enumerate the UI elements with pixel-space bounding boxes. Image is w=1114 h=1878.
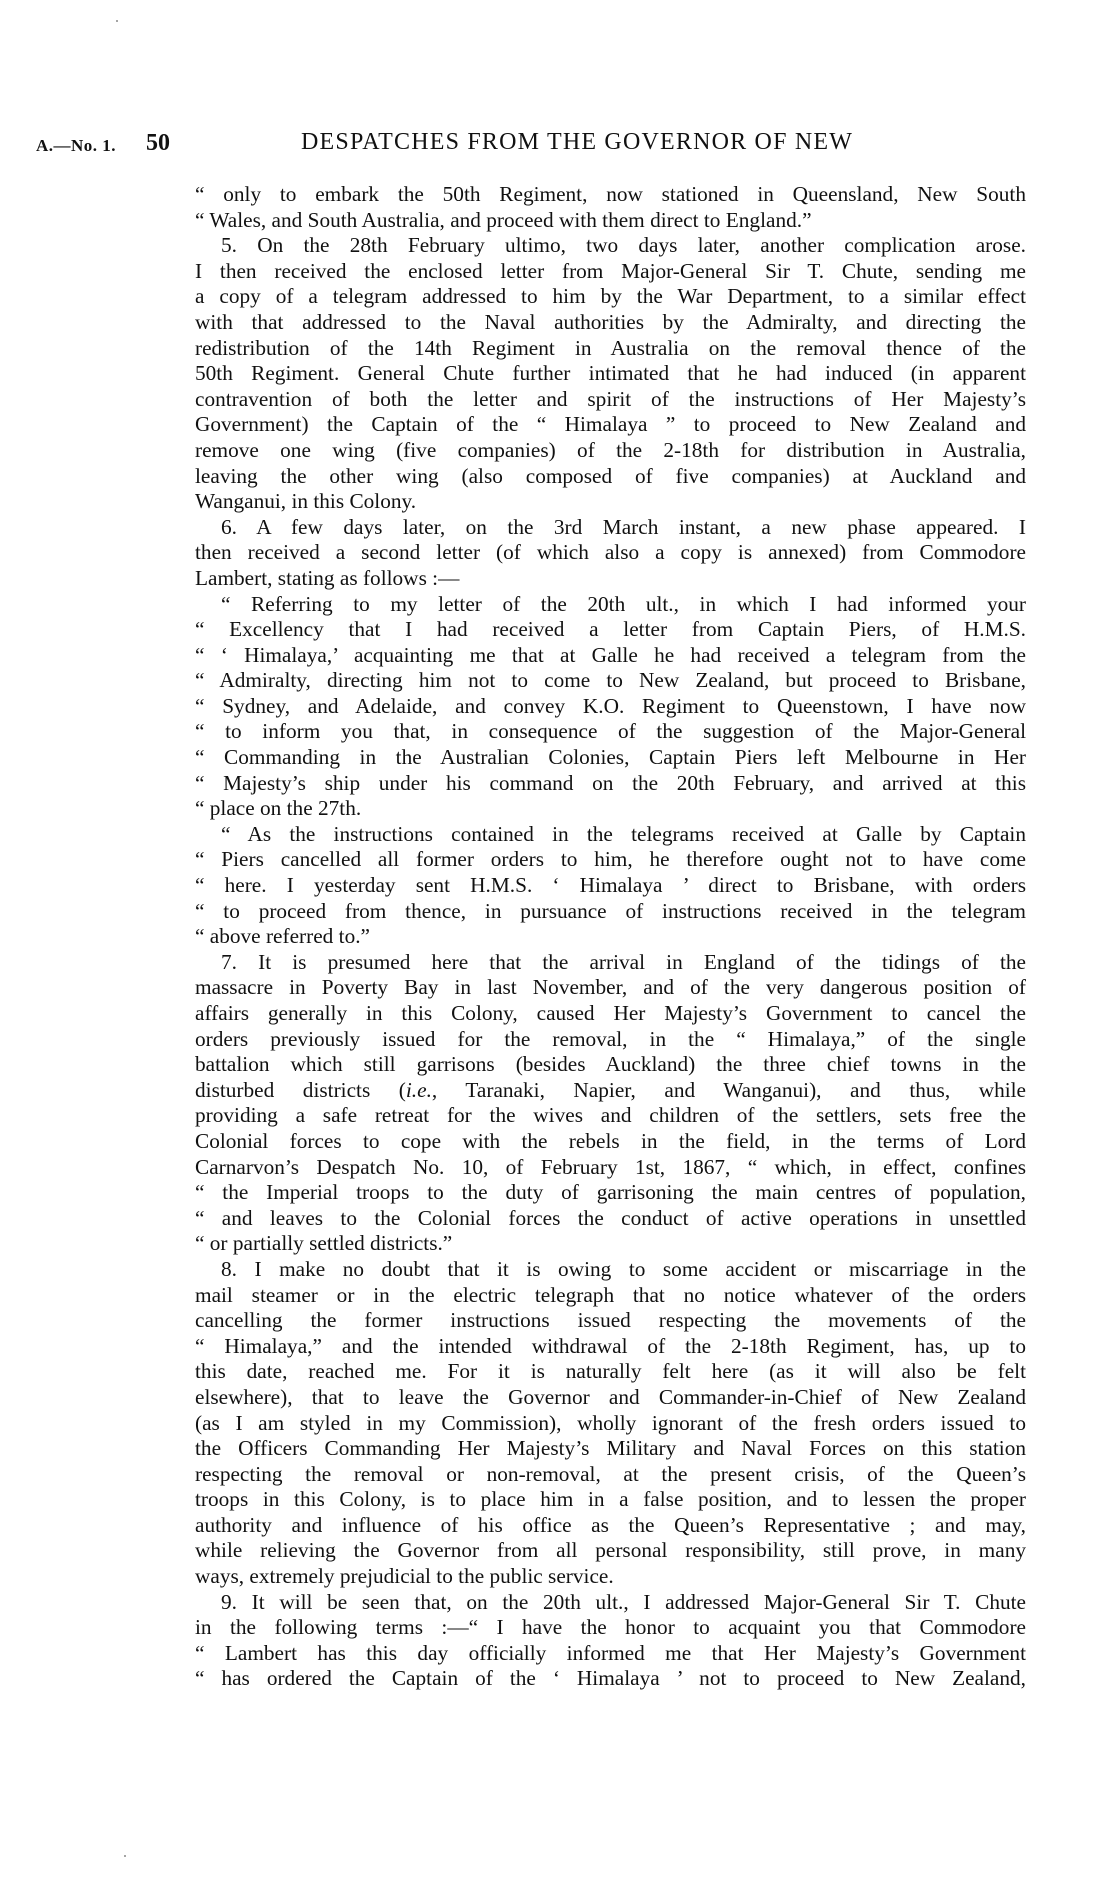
text-line: (as I am styled in my Commission), wholly ignorant of the fresh orders issued to	[195, 1410, 1026, 1435]
text-line: “ to inform you that, in consequence of the suggestion of the Major-General	[195, 719, 1026, 744]
text-line: I then received the enclosed letter from Major-General Sir T. Chute, sending me	[195, 258, 1026, 283]
text-line: cancelling the former instructions issued respecting the movements of the	[195, 1308, 1026, 1333]
text-line: “ ‘ Himalaya,’ acquainting me that at Galle he had received a telegram from the	[195, 642, 1026, 667]
text-line: “ Excellency that I had received a letter from Captain Piers, of H.M.S.	[195, 617, 1026, 642]
text-line: mail steamer or in the electric telegraph that no notice whatever of the orders	[195, 1282, 1026, 1307]
text-line: 7. It is presumed here that the arrival in England of the tidings of the	[221, 949, 1026, 974]
text-line: “ Lambert has this day officially informed me that Her Majesty’s Government	[195, 1640, 1026, 1665]
text-line: 6. A few days later, on the 3rd March instant, a new phase appeared. I	[221, 514, 1026, 539]
text-line: redistribution of the 14th Regiment in Australia on the removal thence of the	[195, 335, 1026, 360]
text-line: battalion which still garrisons (besides Auckland) the three chief towns in the	[195, 1052, 1026, 1077]
text-line: remove one wing (five companies) of the 2-18th for distribution in Australia,	[195, 437, 1026, 462]
text-line: Government) the Captain of the “ Himalaya ” to proceed to New Zealand and	[195, 412, 1026, 437]
text-line: contravention of both the letter and spirit of the instructions of Her Majesty’s	[195, 386, 1026, 411]
text-line: “ Commanding in the Australian Colonies, Captain Piers left Melbourne in Her	[195, 745, 1026, 770]
text-line: with that addressed to the Naval authorities by the Admiralty, and directing the	[195, 309, 1026, 334]
text-line: disturbed districts (i.e., Taranaki, Napier, and Wanganui), and thus, while	[195, 1077, 1027, 1102]
body-text	[195, 182, 1026, 1692]
running-header	[36, 128, 1036, 158]
text-line: “ here. I yesterday sent H.M.S. ‘ Himalaya ’ direct to Brisbane, with orders	[195, 873, 1026, 898]
text-line: leaving the other wing (also composed of five companies) at Auckland and	[195, 463, 1026, 488]
text-line: Lambert, stating as follows :—	[195, 565, 460, 590]
text-line: 8. I make no doubt that it is owing to some accident or miscarriage in the	[221, 1256, 1026, 1281]
text-line: providing a safe retreat for the wives and children of the settlers, sets free the	[195, 1103, 1026, 1128]
text-line: “ Piers cancelled all former orders to him, he therefore ought not to have come	[195, 847, 1026, 872]
text-line: “ the Imperial troops to the duty of garrisoning the main centres of population,	[195, 1180, 1026, 1205]
text-line: “ Admiralty, directing him not to come to New Zealand, but proceed to Brisbane,	[195, 668, 1026, 693]
text-line: “ Himalaya,” and the intended withdrawal of the 2-18th Regiment, has, up to	[195, 1333, 1026, 1358]
text-line: 50th Regiment. General Chute further intimated that he had induced (in apparent	[195, 361, 1026, 386]
text-line: “ Majesty’s ship under his command on the 20th February, and arrived at this	[195, 770, 1026, 795]
text-line: “ Sydney, and Adelaide, and convey K.O. Regiment to Queenstown, I have now	[195, 693, 1026, 718]
text-line: Wanganui, in this Colony.	[195, 489, 417, 514]
text-line: “ has ordered the Captain of the ‘ Himalaya ’ not to proceed to New Zealand,	[195, 1666, 1026, 1691]
text-line: Colonial forces to cope with the rebels in the field, in the terms of Lord	[195, 1128, 1026, 1153]
text-line: respecting the removal or non-removal, at the present crisis, of the Queen’s	[195, 1461, 1026, 1486]
text-line: Carnarvon’s Despatch No. 10, of February 1st, 1867, “ which, in effect, confines	[195, 1154, 1026, 1179]
text-line: “ above referred to.”	[195, 924, 370, 949]
text-line: “ only to embark the 50th Regiment, now stationed in Queensland, New South	[195, 182, 1026, 206]
text-line: ways, extremely prejudicial to the public service.	[195, 1564, 614, 1589]
text-line: “ Wales, and South Australia, and proceed with them direct to England.”	[195, 207, 812, 232]
text-line: authority and influence of his office as the Queen’s Representative ; and may,	[195, 1512, 1026, 1537]
scan-speck	[116, 20, 118, 22]
text-line: troops in this Colony, is to place him in a false position, and to lessen the proper	[195, 1487, 1026, 1512]
scan-speck	[124, 1855, 126, 1857]
text-line: 9. It will be seen that, on the 20th ult., I addressed Major-General Sir T. Chute	[221, 1589, 1026, 1614]
text-line: then received a second letter (of which also a copy is annexed) from Commodore	[195, 540, 1026, 565]
text-line: “ to proceed from thence, in pursuance of instructions received in the telegram	[195, 898, 1026, 923]
text-line: while relieving the Governor from all personal responsibility, still prove, in many	[195, 1538, 1026, 1563]
text-line: orders previously issued for the removal, in the “ Himalaya,” of the single	[195, 1026, 1026, 1051]
text-line: “ Referring to my letter of the 20th ult., in which I had informed your	[221, 591, 1026, 616]
text-line: “ and leaves to the Colonial forces the conduct of active operations in unsettled	[195, 1205, 1026, 1230]
page-title: DESPATCHES FROM THE GOVERNOR OF NEW	[301, 129, 854, 155]
text-line: “ As the instructions contained in the telegrams received at Galle by Captain	[221, 821, 1026, 846]
text-line: elsewhere), that to leave the Governor and Commander-in-Chief of New Zealand	[195, 1384, 1026, 1409]
text-line: “ or partially settled districts.”	[195, 1231, 453, 1256]
document-reference: A.—No. 1.	[36, 136, 117, 155]
text-line: in the following terms :—“ I have the honor to acquaint you that Commodore	[195, 1615, 1026, 1640]
text-line: a copy of a telegram addressed to him by the War Department, to a similar effect	[195, 284, 1026, 309]
text-line: this date, reached me. For it is naturally felt here (as it will also be felt	[195, 1359, 1026, 1384]
text-line: affairs generally in this Colony, caused Her Majesty’s Government to cancel the	[195, 1001, 1026, 1025]
text-line: the Officers Commanding Her Majesty’s Military and Naval Forces on this station	[195, 1436, 1026, 1461]
page-number: 50	[146, 130, 170, 156]
text-line: massacre in Poverty Bay in last November, and of the very dangerous position of	[195, 975, 1026, 1000]
text-line: “ place on the 27th.	[195, 796, 362, 821]
text-line: 5. On the 28th February ultimo, two days later, another complication arose.	[221, 233, 1026, 258]
